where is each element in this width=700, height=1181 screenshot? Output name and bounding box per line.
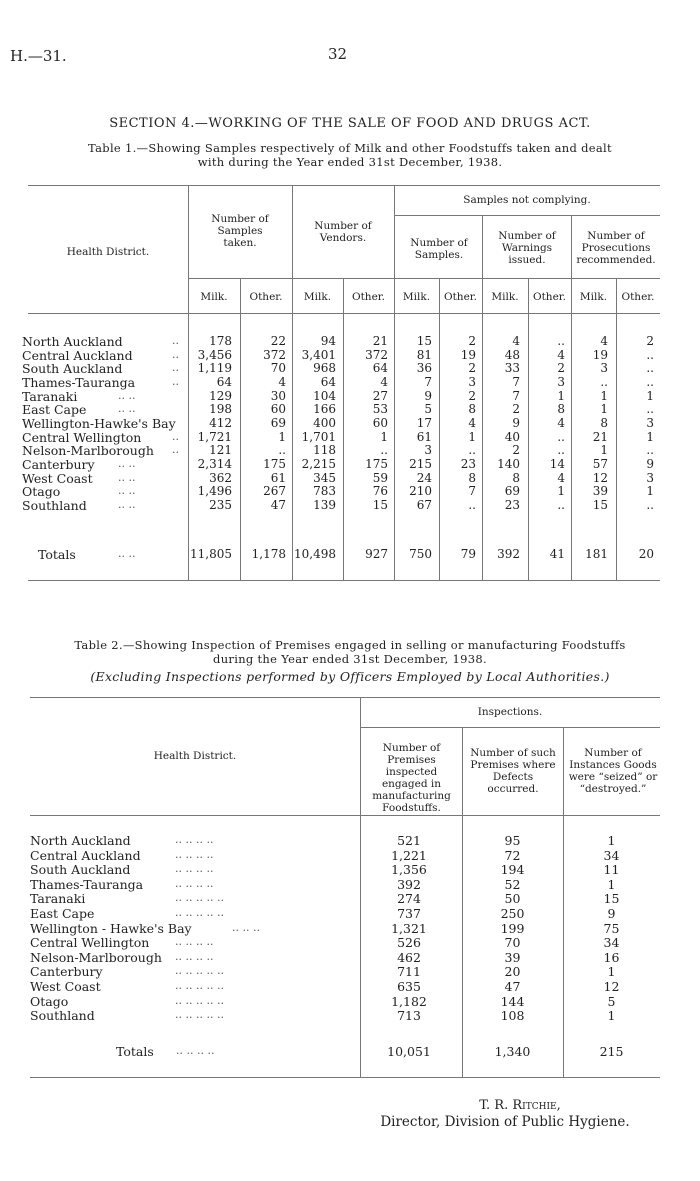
table1-cell: 3: [468, 374, 476, 389]
table2-cell: 20: [504, 964, 521, 980]
table1-cell: ..: [646, 497, 654, 512]
table1-row-district: North Auckland: [22, 334, 123, 349]
table1-row-district: Nelson-Marlborough: [22, 443, 154, 459]
table2-caption-line2: during the Year ended 31st December, 1938.: [213, 652, 487, 666]
table2-cell: 1: [607, 876, 616, 892]
table1-cell: 69: [270, 415, 286, 430]
table1-cell: 1: [380, 429, 388, 444]
table1-row-leader: ..: [172, 361, 179, 375]
table2-row-leader: .. .. .. .. ..: [175, 964, 224, 978]
table1-row-leader: .. ..: [118, 402, 136, 416]
table1-totals-cell: 392: [497, 547, 520, 561]
table1-cell: 1,496: [197, 484, 232, 499]
table1-row-leader: .. ..: [118, 497, 136, 511]
table2-row-district: West Coast: [30, 979, 101, 994]
table1-cell: 14: [549, 456, 565, 471]
table2-cell: 392: [397, 876, 421, 892]
table1-cell: 59: [372, 470, 388, 485]
table2-cell: 50: [504, 891, 521, 907]
table1-cell: 15: [416, 334, 432, 348]
table1-caption-line1: Table 1.—Showing Samples respectively of Milk and other Foodstuffs taken and dealt: [88, 141, 612, 155]
table2-cell: 274: [397, 891, 421, 907]
table1-cell: 215: [409, 456, 432, 471]
table2-row-leader: .. .. .. .. ..: [175, 979, 224, 992]
table2-cell: 635: [397, 979, 421, 994]
table1-cell: ..: [557, 497, 565, 512]
report-reference: H.—31.: [10, 47, 67, 65]
table1-cell: 2: [468, 361, 476, 376]
table1-cell: 7: [512, 388, 520, 403]
table1-cell: 1: [557, 388, 565, 403]
table2-header-premises: Number of Premises inspected engaged in manufacturing Foodstuffs.: [372, 742, 451, 814]
table1-cell: 64: [372, 361, 388, 376]
table1-top-rule: [28, 185, 660, 186]
table1-cell: 4: [468, 415, 476, 430]
table1-cell: 4: [278, 374, 286, 389]
table1-cell: 1: [646, 388, 654, 403]
table1-cell: ..: [278, 443, 286, 458]
table1-cell: 178: [209, 334, 232, 348]
table1-row-district: Southland: [22, 497, 87, 513]
table1-cell: 2,215: [301, 456, 336, 471]
table2-cell: 11: [603, 862, 620, 878]
table2-cell: 52: [504, 876, 521, 892]
table2-cell: 250: [500, 906, 525, 921]
table1-cell: 81: [416, 347, 432, 362]
table1-row-leader: ..: [172, 347, 179, 361]
table1-cell: ..: [646, 443, 654, 458]
table2-row-district: Southland: [30, 1008, 95, 1024]
table2-row-district: Wellington - Hawke's Bay: [30, 920, 192, 936]
table2-cell: 34: [603, 847, 620, 863]
table1-cell: 2: [468, 334, 476, 348]
table2-row-district: Taranaki: [30, 891, 86, 907]
table1-cell: 175: [365, 456, 388, 471]
table2-cell: 194: [500, 862, 525, 878]
table2-row-district: Thames-Tauranga: [30, 876, 144, 892]
table1-row-leader: ..: [172, 374, 179, 388]
table1-cell: 24: [416, 470, 432, 485]
table1-totals-cell: 10,498: [294, 547, 336, 561]
table2-cell: 16: [603, 949, 620, 965]
table1-cell: 40: [504, 429, 520, 444]
table1-cell: 8: [512, 470, 520, 485]
table1-row-district: South Auckland: [22, 361, 123, 377]
table1-cell: 19: [592, 347, 608, 362]
table1-cell: 372: [263, 347, 286, 362]
table1-cell: 3: [557, 374, 565, 389]
table1-cell: 400: [313, 415, 336, 430]
table1-cell: 2: [557, 361, 565, 376]
table1-cell: 2: [512, 443, 520, 458]
table1-subheader-other: Other.: [532, 291, 566, 303]
table1-cell: 60: [270, 402, 286, 417]
table1-row-leader: .. ..: [118, 470, 136, 484]
table1-totals-cell: 1,178: [251, 547, 286, 561]
table1-cell: 70: [270, 361, 286, 376]
table1-cell: 23: [460, 456, 476, 471]
table1-cell: 7: [468, 484, 476, 499]
table1-cell: ..: [600, 374, 608, 389]
table1-cell: 15: [592, 497, 608, 512]
table1-cell: ..: [557, 334, 565, 348]
table2-row-leader: .. .. .. .. ..: [175, 906, 224, 919]
table1-cell: 48: [504, 347, 520, 362]
table1-subheader-other: Other.: [443, 291, 477, 303]
table1-cell: 23: [504, 497, 520, 512]
table1-cell: 2: [512, 402, 520, 417]
table1-row-district: Wellington-Hawke's Bay: [22, 415, 176, 431]
table2-cell: 521: [397, 833, 421, 848]
table2-totals-cell: 10,051: [387, 1044, 431, 1059]
table2-totals-label: Totals: [116, 1044, 154, 1059]
table1-cell: 1: [646, 429, 654, 444]
table1-cell: 33: [504, 361, 520, 376]
table2-totals-cell: 215: [599, 1044, 624, 1059]
table1-subheader-rule: [188, 278, 660, 279]
table2-caption-note: (Excluding Inspections performed by Officers Employed by Local Authorities.): [90, 669, 610, 684]
table1-cell: 39: [592, 484, 608, 499]
table2-cell: 1,221: [391, 847, 427, 863]
table1-cell: 1,721: [197, 429, 232, 444]
table1-cell: 1: [600, 388, 608, 403]
table1-cell: ..: [646, 361, 654, 376]
table1-cell: 7: [512, 374, 520, 389]
table1-totals-cell: 20: [638, 547, 654, 561]
table1-cell: 140: [497, 456, 520, 471]
table2-row-leader: .. .. .. .. ..: [175, 993, 224, 1007]
table1-row-district: Otago: [22, 484, 61, 500]
table1-cell: 3,456: [197, 347, 232, 362]
table1-cell: 21: [592, 429, 608, 444]
table1-header-not-complying: Samples not complying.: [463, 194, 591, 206]
table2-cell: 47: [504, 979, 521, 994]
table1-cell: ..: [468, 497, 476, 512]
table2-row-leader: .. .. .. ..: [175, 833, 214, 846]
table1-cell: 783: [313, 484, 336, 499]
table1-cell: 210: [409, 484, 432, 499]
table1-cell: 198: [209, 402, 232, 417]
table1-cell: 1,701: [301, 429, 336, 444]
table2-cell: 711: [397, 964, 421, 980]
table1-cell: 4: [557, 347, 565, 362]
table1-cell: 1: [600, 402, 608, 417]
table1-cell: ..: [646, 402, 654, 417]
table1-totals-label: Totals: [38, 547, 76, 562]
table1-group-rule: [394, 215, 660, 216]
table1-cell: 69: [504, 484, 520, 499]
section-title: SECTION 4.—WORKING OF THE SALE OF FOOD AND DRUGS ACT.: [109, 116, 591, 131]
table1-cell: 3: [424, 443, 432, 458]
table1-totals-cell: 11,805: [190, 547, 232, 561]
table1-cell: 53: [372, 402, 388, 417]
table2-row-leader: .. .. .. ..: [175, 949, 214, 963]
table2-cell: 1: [607, 833, 616, 848]
table1-header-warnings: Number of Warnings issued.: [498, 230, 556, 266]
table1-cell: 2: [468, 388, 476, 403]
table2-row-district: Central Auckland: [30, 847, 141, 863]
table1-cell: 27: [372, 388, 388, 403]
table1-cell: ..: [646, 347, 654, 362]
table1-cell: 3: [646, 415, 654, 430]
table2-bottom-rule: [30, 1077, 660, 1078]
table2-cell: 75: [603, 920, 620, 936]
table2-header-bottom-rule: [30, 815, 660, 816]
table2-cell: 737: [397, 906, 421, 921]
table2-row-leader: .. .. .. ..: [175, 847, 214, 861]
table1-cell: 4: [380, 374, 388, 389]
table1-header-bottom-rule: [28, 313, 660, 314]
table1-cell: 129: [209, 388, 232, 403]
table1-cell: 121: [209, 443, 232, 458]
table1-row-district: Central Wellington: [22, 429, 142, 445]
table1-cell: 1: [468, 429, 476, 444]
table2-row-leader: .. .. ..: [232, 920, 260, 934]
table1-cell: 21: [372, 334, 388, 348]
table2-caption-line1: Table 2.—Showing Inspection of Premises engaged in selling or manufacturing Foodstuffs: [74, 638, 626, 652]
table2-row-district: Nelson-Marlborough: [30, 949, 162, 965]
table1-cell: 968: [313, 361, 336, 376]
table2-cell: 39: [504, 949, 521, 965]
table1-cell: 9: [424, 388, 432, 403]
table1-cell: 362: [209, 470, 232, 485]
table1-cell: 175: [263, 456, 286, 471]
table1-row-leader: ..: [172, 443, 179, 457]
table1-cell: 2: [646, 334, 654, 348]
table1-totals-cell: 750: [409, 547, 432, 561]
table2-row-leader: .. .. .. ..: [175, 862, 214, 876]
table1-cell: 47: [270, 497, 286, 512]
table2-cell: 34: [603, 935, 620, 951]
table1-cell: 4: [512, 334, 520, 348]
table1-cell: 235: [209, 497, 232, 512]
table1-totals-leader: .. ..: [118, 547, 136, 560]
table1-cell: 5: [424, 402, 432, 417]
table1-cell: 1: [557, 484, 565, 499]
table1-cell: 4: [557, 415, 565, 430]
table1-row-district: Canterbury: [22, 456, 95, 472]
table2-row-district: South Auckland: [30, 862, 131, 878]
table1-header-samples-taken: Number of Samples taken.: [211, 213, 269, 249]
table2-cell: 12: [603, 979, 620, 994]
table2-cell: 199: [500, 920, 525, 936]
table1-header-prosecutions: Number of Prosecutions recommended.: [576, 230, 656, 266]
table1-cell: 64: [216, 374, 232, 389]
table1-cell: 412: [209, 415, 232, 430]
table2-cell: 9: [607, 906, 616, 921]
table1-cell: 8: [468, 402, 476, 417]
table1-totals-cell: 41: [549, 547, 565, 561]
table1-subheader-milk: Milk.: [402, 291, 431, 303]
table2-cell: 72: [504, 847, 521, 863]
table1-cell: ..: [380, 443, 388, 458]
table1-cell: 8: [557, 402, 565, 417]
table2-row-leader: .. .. .. ..: [175, 935, 214, 949]
table2-cell: 70: [504, 935, 521, 951]
table2-cell: 1: [607, 964, 616, 980]
table2-row-district: Canterbury: [30, 964, 103, 980]
table1-cell: 166: [313, 402, 336, 417]
table2-cell: 108: [500, 1008, 525, 1024]
table1-cell: 345: [313, 470, 336, 485]
table1-cell: 1: [278, 429, 286, 444]
table1-cell: 76: [372, 484, 388, 499]
table1-cell: 3,401: [301, 347, 336, 362]
table1-subheader-milk: Milk.: [491, 291, 519, 303]
table1-totals-cell: 181: [585, 547, 608, 561]
signature-name: T. R. Ritchie,: [479, 1098, 561, 1113]
table1-cell: 1,119: [197, 361, 232, 376]
table1-bottom-rule: [28, 580, 660, 581]
table1-cell: 22: [270, 334, 286, 348]
table1-cell: 8: [468, 470, 476, 485]
table1-cell: ..: [646, 374, 654, 389]
table2-cell: 15: [603, 891, 620, 907]
table2-header-defects: Number of such Premises where Defects occurred.: [470, 747, 556, 795]
table1-cell: 12: [592, 470, 608, 485]
table2-cell: 1: [607, 1008, 616, 1024]
table1-caption-line2: with during the Year ended 31st December, 1938.: [197, 155, 503, 169]
table1-cell: 30: [270, 388, 286, 403]
table2-row-district: Otago: [30, 993, 69, 1009]
table1-cell: 64: [320, 374, 336, 389]
table2-row-district: Central Wellington: [30, 935, 150, 951]
table1-cell: 36: [416, 361, 432, 376]
table1-header-vendors: Number of Vendors.: [314, 220, 372, 244]
table2-cell: 1,356: [391, 862, 427, 878]
table1-cell: 104: [313, 388, 336, 403]
page-number: 32: [328, 45, 348, 63]
table1-cell: 57: [592, 456, 608, 471]
table1-cell: 8: [600, 415, 608, 430]
table1-row-district: West Coast: [22, 470, 93, 486]
table1-subheader-milk: Milk.: [200, 291, 228, 303]
table1-cell: 61: [270, 470, 286, 485]
table1-row-leader: .. ..: [118, 456, 136, 470]
table2-header-inspections: Inspections.: [477, 706, 543, 718]
table2-group-rule: [360, 727, 660, 728]
table1-cell: ..: [557, 429, 565, 444]
table2-cell: 144: [500, 993, 525, 1009]
table1-cell: 3: [646, 470, 654, 485]
table2-header-district: Health District.: [153, 750, 237, 762]
table1-cell: 1: [600, 443, 608, 458]
table2-row-district: North Auckland: [30, 833, 131, 848]
table1-cell: 15: [372, 497, 388, 512]
table1-subheader-other: Other.: [621, 291, 655, 303]
table1-row-district: Thames-Tauranga: [22, 374, 136, 390]
table1-cell: 94: [320, 334, 336, 348]
table1-subheader-other: Other.: [351, 291, 385, 303]
table1-cell: 1: [646, 484, 654, 499]
table1-totals-cell: 79: [460, 547, 476, 561]
table2-cell: 1,182: [391, 993, 427, 1009]
table2-totals-leader: .. .. .. ..: [176, 1044, 215, 1057]
table1-cell: 118: [313, 443, 336, 458]
table1-subheader-other: Other.: [249, 291, 283, 303]
table1-header-district: Health District.: [66, 246, 150, 258]
table1-cell: 4: [600, 334, 608, 348]
table1-subheader-milk: Milk.: [303, 291, 332, 303]
table1-cell: 7: [424, 374, 432, 389]
table1-row-district: Central Auckland: [22, 347, 133, 363]
signature-title: Director, Division of Public Hygiene.: [380, 1114, 630, 1130]
table1-row-leader: .. ..: [118, 388, 136, 402]
table1-cell: 60: [372, 415, 388, 430]
table2-cell: 5: [607, 993, 616, 1009]
table2-row-district: East Cape: [30, 906, 95, 921]
table1-cell: 9: [512, 415, 520, 430]
table2-cell: 713: [397, 1008, 421, 1024]
table1-totals-cell: 927: [365, 547, 388, 561]
table2-top-rule: [30, 697, 660, 698]
table1-cell: 372: [365, 347, 388, 362]
table1-cell: 9: [646, 456, 654, 471]
table2-header-seized: Number of Instances Goods were “seized” or “destroyed.”: [568, 747, 658, 795]
table2-row-leader: .. .. .. .. ..: [175, 891, 224, 905]
table1-row-leader: .. ..: [118, 484, 136, 498]
table2-totals-cell: 1,340: [494, 1044, 531, 1059]
table2-cell: 462: [397, 949, 421, 965]
table1-cell: 267: [263, 484, 286, 499]
table2-cell: 95: [504, 833, 521, 848]
table2-cell: 526: [397, 935, 421, 951]
table2-row-leader: .. .. .. .. ..: [175, 1008, 224, 1022]
table1-row-leader: ..: [172, 429, 179, 443]
table1-cell: 67: [416, 497, 432, 512]
table1-row-leader: ..: [172, 334, 179, 347]
table2-row-leader: .. .. .. ..: [175, 876, 214, 890]
table2-cell: 1,321: [391, 920, 427, 936]
table1-cell: 4: [557, 470, 565, 485]
table1-cell: 19: [460, 347, 476, 362]
table1-cell: ..: [557, 443, 565, 458]
table1-row-district: Taranaki: [22, 388, 78, 404]
table1-cell: 17: [416, 415, 432, 430]
table1-cell: 2,314: [197, 456, 232, 471]
table1-cell: ..: [468, 443, 476, 458]
table1-cell: 61: [416, 429, 432, 444]
table1-cell: 3: [600, 361, 608, 376]
table1-cell: 139: [313, 497, 336, 512]
table1-row-district: East Cape: [22, 402, 87, 418]
table1-subheader-milk: Milk.: [579, 291, 608, 303]
table1-header-num-samples: Number of Samples.: [410, 237, 468, 261]
